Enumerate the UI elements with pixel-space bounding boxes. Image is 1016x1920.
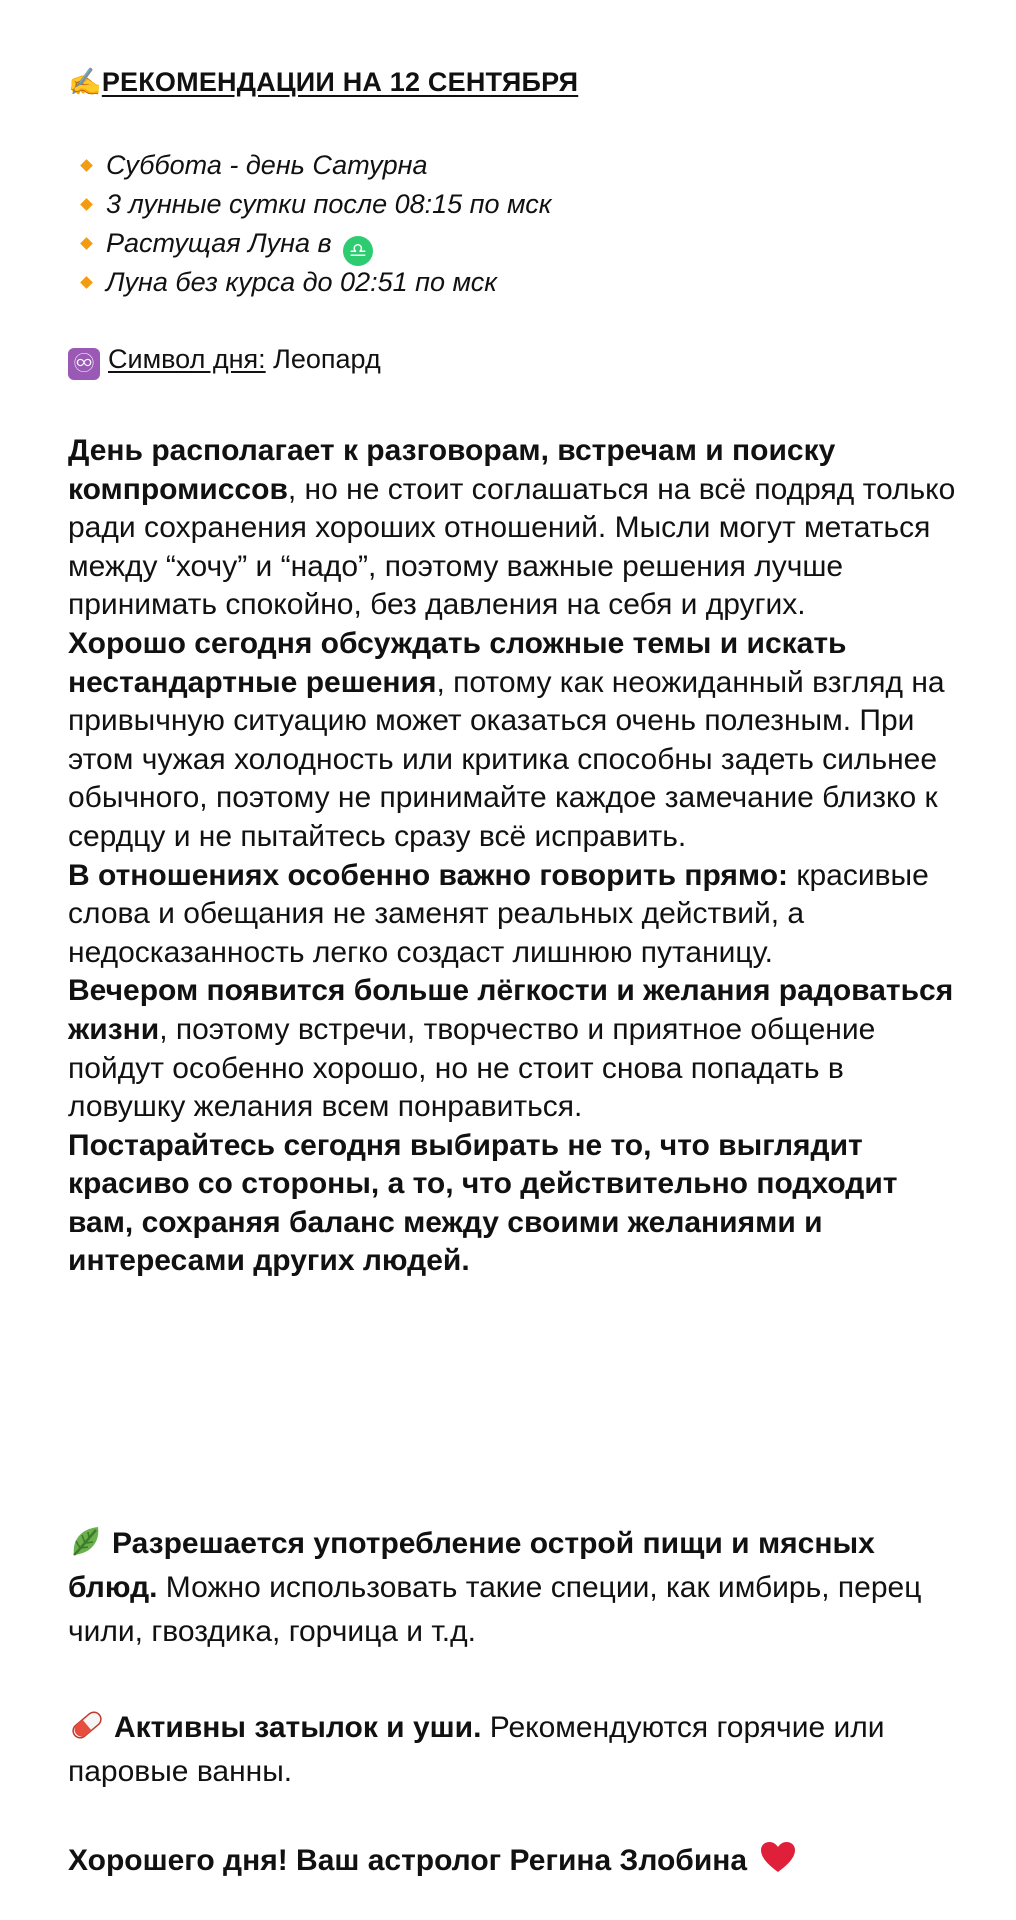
infinity-icon: ♾ xyxy=(68,348,100,380)
paragraph-text: , поэтому встречи, творчество и приятное общение пойдут особенно хорошо, но не стоит снова попадать в ловушку желания всем понравиться. xyxy=(68,1012,876,1124)
list-item xyxy=(78,185,552,224)
paragraph-text: красивые слова и обещания не заменят реальных действий, а недосказанность легко создаст лишнюю путаницу. xyxy=(68,858,929,969)
closing-greeting xyxy=(68,1840,797,1881)
orange-diamond-icon xyxy=(80,276,93,289)
paragraph-lead: Постарайтесь сегодня выбирать не то, что выглядит красиво со стороны, а то, что действительно подходит вам, сохраняя баланс между своими желаниями и интересами других людей. xyxy=(68,1128,898,1278)
orange-diamond-icon xyxy=(80,198,93,211)
paragraph-text: , потому как неожиданный взгляд на привычную ситуацию может оказаться очень полезным. При этом чужая холодность или критика способны задеть сильнее обычного, поэтому не принимайте каждое замечание близко к сердцу и не пытайтесь сразу всё исправить. xyxy=(68,665,945,853)
orange-diamond-icon xyxy=(80,237,93,250)
red-heart-icon xyxy=(759,1840,797,1874)
forecast-paragraph xyxy=(68,1127,968,1281)
food-text: Можно использовать такие специи, как имбирь, перец чили, гвоздика, горчица и т.д. xyxy=(68,1571,922,1648)
orange-diamond-icon xyxy=(80,159,93,172)
page-title xyxy=(68,66,578,98)
food-recommendation xyxy=(68,1522,968,1654)
paragraph-text: , но не стоит соглашаться на всё подряд только ради сохранения хороших отношений. Мысли могут метаться между “хочу” и “надо”, поэтому важные решения лучше принимать спокойно, без давления на себя и других. xyxy=(68,472,956,622)
symbol-value: Леопард xyxy=(273,344,381,374)
forecast-paragraph xyxy=(68,972,968,1126)
greeting-text: Хорошего дня! Ваш астролог Регина Злобина xyxy=(68,1844,748,1877)
health-lead: Активны затылок и уши. xyxy=(114,1711,482,1744)
health-recommendation xyxy=(68,1706,968,1794)
paragraph-lead: Хорошо сегодня обсуждать сложные темы и искать нестандартные решения xyxy=(68,626,847,699)
forecast-paragraph xyxy=(68,432,968,625)
pill-icon xyxy=(68,1707,106,1743)
forecast-paragraph xyxy=(68,857,968,973)
list-item xyxy=(78,146,552,185)
paragraph-lead: В отношениях особенно важно говорить прямо: xyxy=(68,858,789,892)
health-text: Рекомендуются горячие или паровые ванны. xyxy=(68,1711,885,1788)
day-info-list xyxy=(78,146,552,302)
food-lead: Разрешается употребление острой пищи и мясных блюд. xyxy=(68,1527,875,1604)
paragraph-lead: День располагает к разговорам, встречам и поиску компромиссов xyxy=(68,434,836,506)
paragraph-lead: Вечером появится больше лёгкости и желания радоваться жизни xyxy=(68,974,954,1046)
writing-hand-icon: ✍️ xyxy=(68,67,102,97)
list-item xyxy=(78,263,552,302)
info-weekday: Суббота - день Сатурна xyxy=(106,150,428,180)
page-title-text: РЕКОМЕНДАЦИИ НА 12 СЕНТЯБРЯ xyxy=(101,67,579,97)
info-lunar-day: 3 лунные сутки после 08:15 по мск xyxy=(106,189,552,219)
libra-zodiac-icon: ♎ xyxy=(343,236,373,266)
forecast-paragraph xyxy=(68,625,968,857)
leafy-green-icon xyxy=(68,1523,104,1559)
symbol-label: Символ дня: xyxy=(108,344,266,374)
forecast-body xyxy=(68,432,968,1281)
info-void-moon: Луна без курса до 02:51 по мск xyxy=(106,267,497,297)
info-moon-sign: Растущая Луна в xyxy=(106,228,332,258)
symbol-of-day xyxy=(68,340,381,380)
list-item xyxy=(78,224,552,263)
